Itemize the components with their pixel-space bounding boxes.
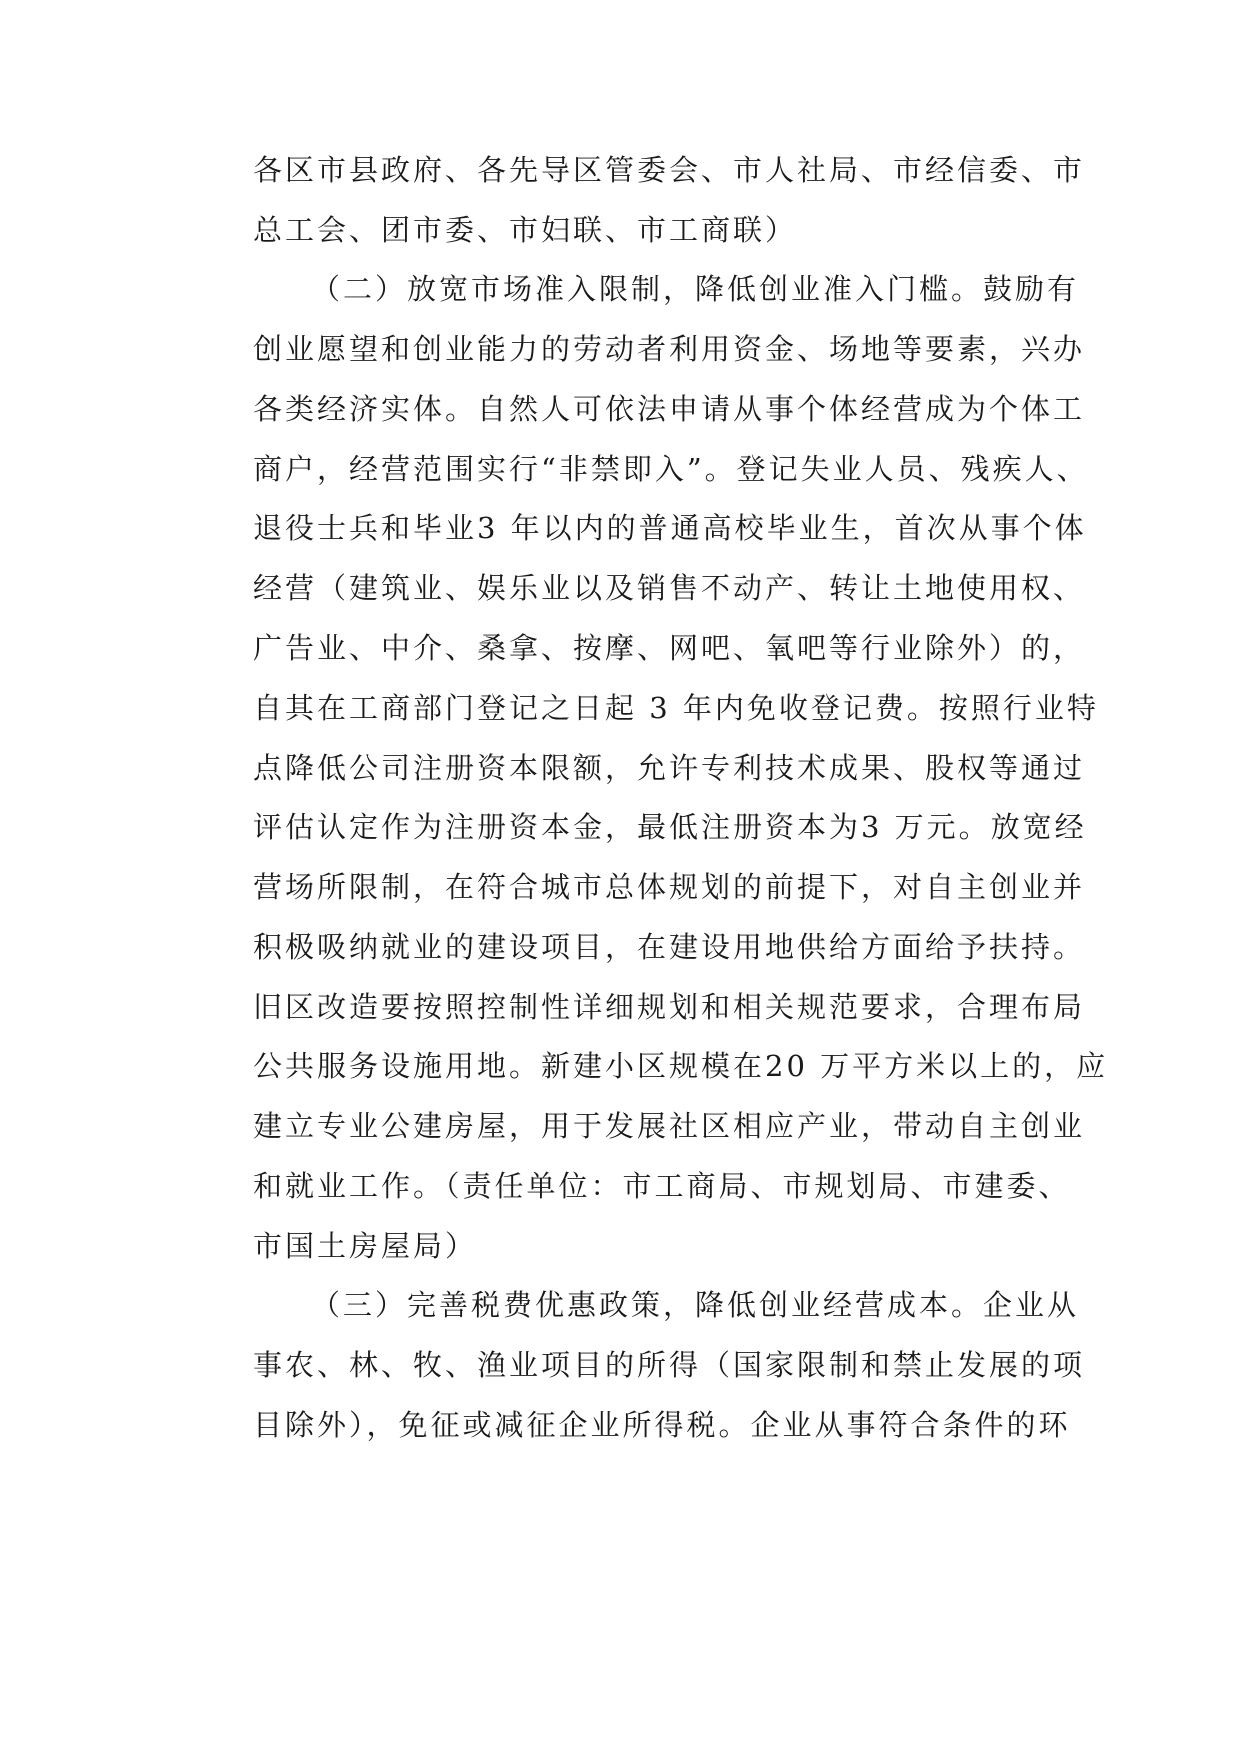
text-line: 旧区改造要按照控制性详细规划和相关规范要求，合理布局 (253, 990, 1086, 1024)
text-line: 自其在工商部门登记之日起 3 年内免收登记费。按照行业特 (253, 691, 1099, 725)
text-line: 商户，经营范围实行“非禁即入”。登记失业人员、残疾人、 (253, 452, 1089, 486)
body-text (253, 0, 1109, 1754)
text-line: 退役士兵和毕业3 年以内的普通高校毕业生，首次从事个体 (253, 511, 1087, 545)
text-line: 积极吸纳就业的建设项目，在建设用地供给方面给予扶持。 (253, 930, 1086, 964)
text-line: 经营（建筑业、娱乐业以及销售不动产、转让土地使用权、 (253, 571, 1086, 605)
paragraph-heading: （三）完善税费优惠政策，降低创业经营成本。企业从 (311, 1288, 1080, 1322)
text-line: 各区市县政府、各先导区管委会、市人社局、市经信委、市 (253, 153, 1086, 187)
text-line: 总工会、团市委、市妇联、市工商联） (253, 213, 798, 247)
text-line: 建立专业公建房屋，用于发展社区相应产业，带动自主创业 (253, 1109, 1086, 1143)
paragraph-heading: （二）放宽市场准入限制，降低创业准入门槛。鼓励有 (311, 272, 1080, 306)
text-line: 广告业、中介、桑拿、按摩、网吧、氧吧等行业除外）的， (253, 631, 1086, 665)
text-line: 和就业工作。（责任单位：市工商局、市规划局、市建委、 (253, 1169, 1071, 1203)
text-line: 点降低公司注册资本限额，允许专利技术成果、股权等通过 (253, 751, 1086, 785)
text-line: 营场所限制，在符合城市总体规划的前提下，对自主创业并 (253, 870, 1086, 904)
text-line: 评估认定作为注册资本金，最低注册资本为3 万元。放宽经 (253, 810, 1087, 844)
text-line: 公共服务设施用地。新建小区规模在20 万平方米以上的，应 (253, 1049, 1109, 1083)
text-line: 目除外），免征或减征企业所得税。企业从事符合条件的环 (253, 1408, 1071, 1442)
text-line: 事农、林、牧、渔业项目的所得（国家限制和禁止发展的项 (253, 1348, 1086, 1382)
text-line: 各类经济实体。自然人可依法申请从事个体经营成为个体工 (253, 392, 1086, 426)
text-line: 市国土房屋局） (253, 1229, 478, 1263)
text-line: 创业愿望和创业能力的劳动者利用资金、场地等要素，兴办 (253, 332, 1086, 366)
